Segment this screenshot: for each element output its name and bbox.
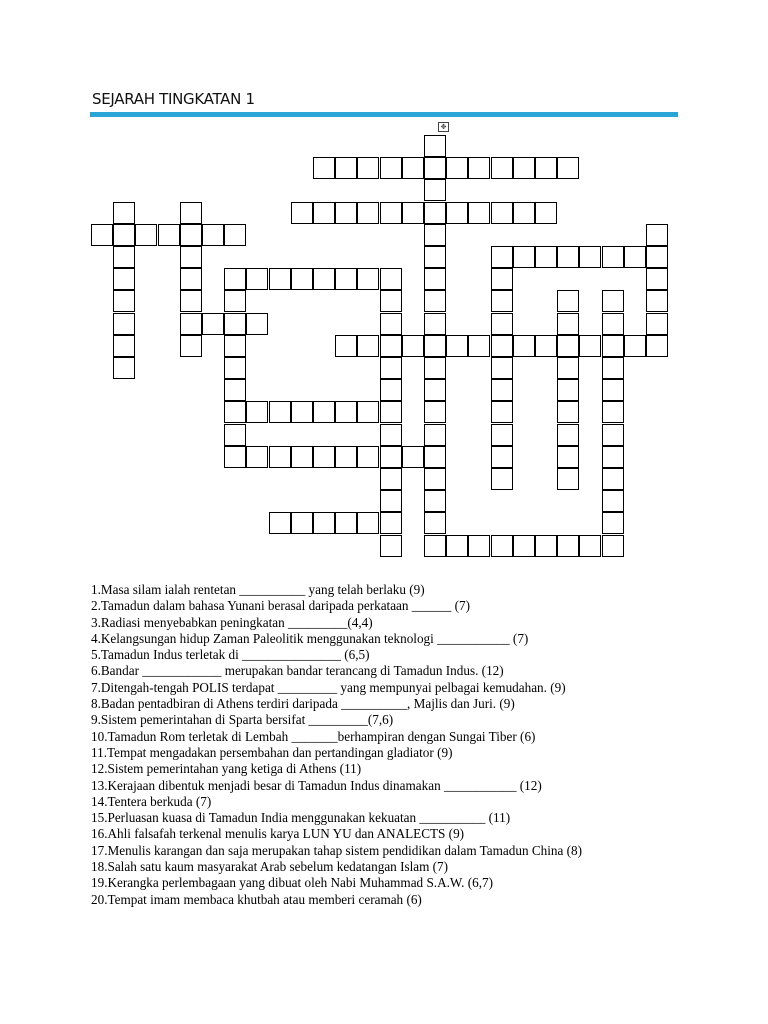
crossword-cell[interactable]: [646, 335, 668, 357]
crossword-cell[interactable]: [602, 535, 624, 557]
crossword-cell[interactable]: [557, 535, 579, 557]
crossword-cell[interactable]: [602, 335, 624, 357]
crossword-cell[interactable]: [602, 357, 624, 379]
crossword-cell[interactable]: [380, 424, 402, 446]
crossword-cell[interactable]: [491, 246, 513, 268]
crossword-cell[interactable]: [557, 424, 579, 446]
crossword-cell[interactable]: [113, 313, 135, 335]
crossword-cell[interactable]: [624, 246, 646, 268]
crossword-cell[interactable]: [357, 446, 379, 468]
crossword-cell[interactable]: [557, 446, 579, 468]
crossword-cell[interactable]: [468, 535, 490, 557]
crossword-cell[interactable]: [246, 401, 268, 423]
crossword-cell[interactable]: [313, 268, 335, 290]
clue-item: 15.Perluasan kuasa di Tamadun India menggunakan kekuatan __________ (11): [91, 810, 511, 826]
crossword-cell[interactable]: [246, 446, 268, 468]
crossword-cell[interactable]: [491, 157, 513, 179]
crossword-cell[interactable]: [491, 357, 513, 379]
crossword-cell[interactable]: [313, 401, 335, 423]
clue-item: 8.Badan pentadbiran di Athens terdiri daripada __________, Majlis dan Juri. (9): [91, 696, 515, 712]
clue-item: 7.Ditengah-tengah POLIS terdapat _________ yang mempunyai pelbagai kemudahan. (9): [91, 679, 566, 695]
crossword-cell[interactable]: [602, 446, 624, 468]
crossword-cell[interactable]: [557, 468, 579, 490]
crossword-cell[interactable]: [535, 535, 557, 557]
crossword-cell[interactable]: [269, 446, 291, 468]
crossword-cell[interactable]: [446, 335, 468, 357]
crossword-cell[interactable]: [491, 202, 513, 224]
crossword-cell[interactable]: [557, 357, 579, 379]
crossword-cell[interactable]: [468, 202, 490, 224]
crossword-cell[interactable]: [424, 379, 446, 401]
crossword-cell[interactable]: [224, 446, 246, 468]
crossword-cell[interactable]: [646, 290, 668, 312]
clue-item: 20.Tempat imam membaca khutbah atau memberi ceramah (6): [91, 891, 422, 907]
crossword-cell[interactable]: [646, 268, 668, 290]
crossword-cell[interactable]: [135, 224, 157, 246]
crossword-cell[interactable]: [602, 424, 624, 446]
clue-item: 16.Ahli falsafah terkenal menulis karya LUN YU dan ANALECTS (9): [91, 826, 465, 842]
crossword-cell[interactable]: [380, 379, 402, 401]
crossword-cell[interactable]: [491, 446, 513, 468]
crossword-cell[interactable]: [424, 424, 446, 446]
crossword-cell[interactable]: [424, 135, 446, 157]
crossword-cell[interactable]: [602, 290, 624, 312]
crossword-cell[interactable]: [579, 535, 601, 557]
crossword-cell[interactable]: [557, 401, 579, 423]
crossword-cell[interactable]: [424, 179, 446, 201]
crossword-cell[interactable]: [291, 512, 313, 534]
crossword-cell[interactable]: [424, 290, 446, 312]
crossword-cell[interactable]: [180, 268, 202, 290]
crossword-cell[interactable]: [335, 157, 357, 179]
crossword-cell[interactable]: [513, 157, 535, 179]
clue-item: 6.Bandar ____________ merupakan bandar terancang di Tamadun Indus. (12): [91, 663, 504, 679]
crossword-cell[interactable]: [491, 424, 513, 446]
crossword-cell[interactable]: [424, 468, 446, 490]
crossword-cell[interactable]: [291, 268, 313, 290]
crossword-cell[interactable]: [424, 535, 446, 557]
crossword-cell[interactable]: [624, 335, 646, 357]
crossword-cell[interactable]: [335, 512, 357, 534]
crossword-cell[interactable]: [113, 290, 135, 312]
crossword-cell[interactable]: [380, 468, 402, 490]
crossword-cell[interactable]: [357, 157, 379, 179]
crossword-cell[interactable]: [313, 446, 335, 468]
crossword-cell[interactable]: [357, 335, 379, 357]
crossword-cell[interactable]: [269, 268, 291, 290]
crossword-cell[interactable]: [557, 157, 579, 179]
crossword-cell[interactable]: [424, 401, 446, 423]
clue-item: 13.Kerajaan dibentuk menjadi besar di Tamadun Indus dinamakan ___________ (12): [91, 777, 542, 793]
crossword-cell[interactable]: [535, 335, 557, 357]
crossword-cell[interactable]: [224, 224, 246, 246]
crossword-cell[interactable]: [557, 335, 579, 357]
crossword-cell[interactable]: [424, 512, 446, 534]
crossword-cell[interactable]: [180, 290, 202, 312]
crossword-cell[interactable]: [602, 246, 624, 268]
crossword-cell[interactable]: [602, 490, 624, 512]
crossword-cell[interactable]: [491, 535, 513, 557]
crossword-cell[interactable]: [335, 202, 357, 224]
crossword-cell[interactable]: [402, 202, 424, 224]
crossword-cell[interactable]: [468, 157, 490, 179]
crossword-cell[interactable]: [180, 246, 202, 268]
crossword-cell[interactable]: [424, 202, 446, 224]
crossword-cell[interactable]: [291, 401, 313, 423]
clue-item: 19.Kerangka perlembagaan yang dibuat oleh Nabi Muhammad S.A.W. (6,7): [91, 875, 493, 891]
crossword-cell[interactable]: [224, 290, 246, 312]
crossword-cell[interactable]: [291, 446, 313, 468]
crossword-cell[interactable]: [535, 157, 557, 179]
crossword-cell[interactable]: [424, 446, 446, 468]
crossword-cell[interactable]: [424, 157, 446, 179]
crossword-cell[interactable]: [291, 202, 313, 224]
crossword-cell[interactable]: [224, 335, 246, 357]
crossword-cell[interactable]: [646, 246, 668, 268]
crossword-cell[interactable]: [113, 246, 135, 268]
crossword-cell[interactable]: [224, 268, 246, 290]
crossword-cell[interactable]: [557, 290, 579, 312]
crossword-cell[interactable]: [513, 202, 535, 224]
crossword-cell[interactable]: [491, 379, 513, 401]
clue-item: 1.Masa silam ialah rentetan __________ yang telah berlaku (9): [91, 582, 425, 597]
crossword-cell[interactable]: [380, 512, 402, 534]
crossword-cell[interactable]: [491, 335, 513, 357]
crossword-cell[interactable]: [380, 357, 402, 379]
crossword-cell[interactable]: [113, 224, 135, 246]
crossword-cell[interactable]: [313, 512, 335, 534]
crossword-cell[interactable]: [269, 401, 291, 423]
crossword-cell[interactable]: [402, 446, 424, 468]
crossword-cell[interactable]: [602, 401, 624, 423]
crossword-cell[interactable]: [557, 313, 579, 335]
crossword-cell[interactable]: [491, 468, 513, 490]
clue-item: 10.Tamadun Rom terletak di Lembah _______berhampiran dengan Sungai Tiber (6): [91, 728, 536, 744]
clue-item: 18.Salah satu kaum masyarakat Arab sebelum kedatangan Islam (7): [91, 859, 449, 875]
crossword-cell[interactable]: [402, 157, 424, 179]
crossword-cell[interactable]: [113, 357, 135, 379]
clue-item: 9.Sistem pemerintahan di Sparta bersifat _________(7,6): [91, 712, 394, 728]
crossword-cell[interactable]: [246, 313, 268, 335]
crossword-cell[interactable]: [158, 224, 180, 246]
crossword-cell[interactable]: [313, 202, 335, 224]
crossword-cell[interactable]: [269, 512, 291, 534]
crossword-cell[interactable]: [491, 268, 513, 290]
crossword-cell[interactable]: [335, 446, 357, 468]
crossword-cell[interactable]: [113, 202, 135, 224]
crossword-cell[interactable]: [380, 446, 402, 468]
crossword-cell[interactable]: [180, 313, 202, 335]
crossword-cell[interactable]: [535, 202, 557, 224]
crossword-cell[interactable]: [424, 490, 446, 512]
crossword-cell[interactable]: [202, 313, 224, 335]
crossword-cell[interactable]: [491, 290, 513, 312]
crossword-cell[interactable]: [402, 335, 424, 357]
crossword-cell[interactable]: [557, 379, 579, 401]
crossword-cell[interactable]: [335, 401, 357, 423]
crossword-cell[interactable]: [491, 401, 513, 423]
crossword-cell[interactable]: [380, 313, 402, 335]
clue-item: 4.Kelangsungan hidup Zaman Paleolitik menggunakan teknologi ___________ (7): [91, 630, 529, 646]
crossword-cell[interactable]: [424, 313, 446, 335]
worksheet-title: SEJARAH TINGKATAN 1: [92, 90, 255, 108]
move-handle-icon[interactable]: ✥: [438, 122, 449, 132]
crossword-cell[interactable]: [513, 535, 535, 557]
crossword-cell[interactable]: [224, 401, 246, 423]
clue-item: 2.Tamadun dalam bahasa Yunani berasal daripada perkataan ______ (7): [91, 598, 471, 614]
crossword-cell[interactable]: [380, 401, 402, 423]
crossword-cell[interactable]: [313, 157, 335, 179]
crossword-cell[interactable]: [380, 157, 402, 179]
crossword-cell[interactable]: [91, 224, 113, 246]
crossword-cell[interactable]: [602, 468, 624, 490]
crossword-cell[interactable]: [646, 313, 668, 335]
crossword-cell[interactable]: [424, 357, 446, 379]
crossword-cell[interactable]: [424, 268, 446, 290]
crossword-cell[interactable]: [380, 490, 402, 512]
crossword-cell[interactable]: [380, 268, 402, 290]
crossword-cell[interactable]: [446, 202, 468, 224]
clue-list: [91, 582, 582, 908]
crossword-cell[interactable]: [446, 535, 468, 557]
crossword-cell[interactable]: [491, 313, 513, 335]
crossword-cell[interactable]: [602, 313, 624, 335]
crossword-cell[interactable]: [602, 512, 624, 534]
crossword-cell[interactable]: [424, 224, 446, 246]
crossword-cell[interactable]: [380, 335, 402, 357]
crossword-cell[interactable]: [602, 379, 624, 401]
crossword-cell[interactable]: [246, 268, 268, 290]
crossword-cell[interactable]: [557, 246, 579, 268]
clue-item: 11.Tempat mengadakan persembahan dan pertandingan gladiator (9): [91, 744, 453, 760]
crossword-cell[interactable]: [357, 268, 379, 290]
crossword-cell[interactable]: [180, 202, 202, 224]
clue-item: 14.Tentera berkuda (7): [91, 793, 212, 809]
crossword-cell[interactable]: [202, 224, 224, 246]
crossword-cell[interactable]: [357, 512, 379, 534]
crossword-cell[interactable]: [224, 357, 246, 379]
clue-item: 12.Sistem pemerintahan yang ketiga di Athens (11): [91, 761, 362, 777]
crossword-cell[interactable]: [357, 401, 379, 423]
clue-item: 5.Tamadun Indus terletak di _______________ (6,5): [91, 647, 370, 663]
crossword-cell[interactable]: [646, 224, 668, 246]
crossword-cell[interactable]: [380, 202, 402, 224]
crossword-cell[interactable]: [113, 335, 135, 357]
crossword-cell[interactable]: [513, 246, 535, 268]
clue-item: 17.Menulis karangan dan saja merupakan tahap sistem pendidikan dalam Tamadun China (8): [91, 842, 583, 858]
crossword-cell[interactable]: [468, 335, 490, 357]
crossword-cell[interactable]: [180, 335, 202, 357]
crossword-cell[interactable]: [224, 313, 246, 335]
crossword-cell[interactable]: [513, 335, 535, 357]
crossword-cell[interactable]: [535, 246, 557, 268]
crossword-cell[interactable]: [224, 379, 246, 401]
crossword-cell[interactable]: [579, 246, 601, 268]
crossword-cell[interactable]: [380, 290, 402, 312]
crossword-cell[interactable]: [446, 157, 468, 179]
crossword-cell[interactable]: [424, 335, 446, 357]
crossword-cell[interactable]: [380, 535, 402, 557]
crossword-cell[interactable]: [424, 246, 446, 268]
crossword-cell[interactable]: [357, 202, 379, 224]
crossword-cell[interactable]: [113, 268, 135, 290]
crossword-cell[interactable]: [335, 335, 357, 357]
clue-item: 3.Radiasi menyebabkan peningkatan _________(4,4): [91, 614, 373, 630]
crossword-cell[interactable]: [224, 424, 246, 446]
crossword-cell[interactable]: [579, 335, 601, 357]
crossword-cell[interactable]: [180, 224, 202, 246]
crossword-cell[interactable]: [335, 268, 357, 290]
